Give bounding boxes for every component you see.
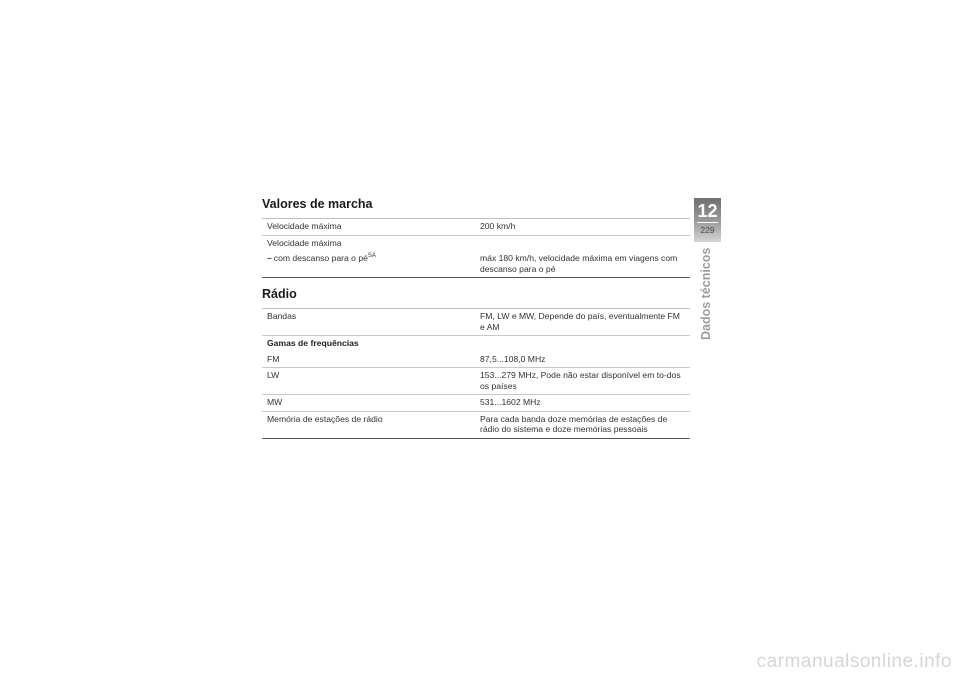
table-row	[262, 219, 690, 236]
table-row	[262, 251, 690, 278]
table-row	[262, 309, 690, 336]
group-heading: Gamas de frequências	[267, 338, 359, 348]
spec-label: LW	[262, 368, 475, 395]
spec-label-text: com descanso para o pé	[273, 253, 368, 263]
spec-value: 200 km/h	[475, 219, 690, 236]
spec-value: máx 180 km/h, velocidade máxima em viagens com descanso para o pé	[475, 251, 690, 278]
table-row	[262, 368, 690, 395]
table-row	[262, 336, 690, 352]
chapter-side-label: Dados técnicos	[699, 247, 713, 340]
section-title-radio: Rádio	[262, 287, 297, 301]
spec-value	[475, 235, 690, 251]
spec-value: Para cada banda doze memórias de estações de rádio do sistema e doze memórias pessoais	[475, 411, 690, 438]
dash-bullet-icon: –	[267, 253, 272, 263]
spec-label: Velocidade máxima	[267, 237, 342, 248]
driving-values-table	[262, 218, 690, 278]
spec-label: MW	[262, 395, 475, 412]
chapter-number: 12	[697, 201, 718, 221]
spec-label: Memória de estações de rádio	[262, 411, 475, 438]
document-content	[262, 196, 690, 439]
spec-value: 531...1602 MHz	[475, 395, 690, 412]
radio-table	[262, 308, 690, 439]
page-number: 229	[700, 225, 715, 235]
spec-value: FM, LW e MW, Depende do país, eventualmente FM e AM	[475, 309, 690, 336]
table-row	[262, 411, 690, 438]
spec-label: FM	[262, 352, 475, 368]
chapter-tab	[694, 198, 721, 242]
spec-value: 87,5...108,0 MHz	[475, 352, 690, 368]
chapter-divider	[697, 222, 718, 223]
table-row	[262, 395, 690, 412]
section-title-driving-values: Valores de marcha	[262, 197, 373, 211]
spec-label: Velocidade máxima	[262, 219, 475, 236]
spec-value: 153...279 MHz, Pode não estar disponível em to-dos os países	[475, 368, 690, 395]
option-superscript: SA	[367, 253, 376, 259]
watermark: carmanualsonline.info	[756, 651, 952, 672]
spec-label-sub	[262, 251, 475, 278]
table-row	[262, 352, 690, 368]
spec-label: Bandas	[262, 309, 475, 336]
table-row	[262, 235, 690, 251]
